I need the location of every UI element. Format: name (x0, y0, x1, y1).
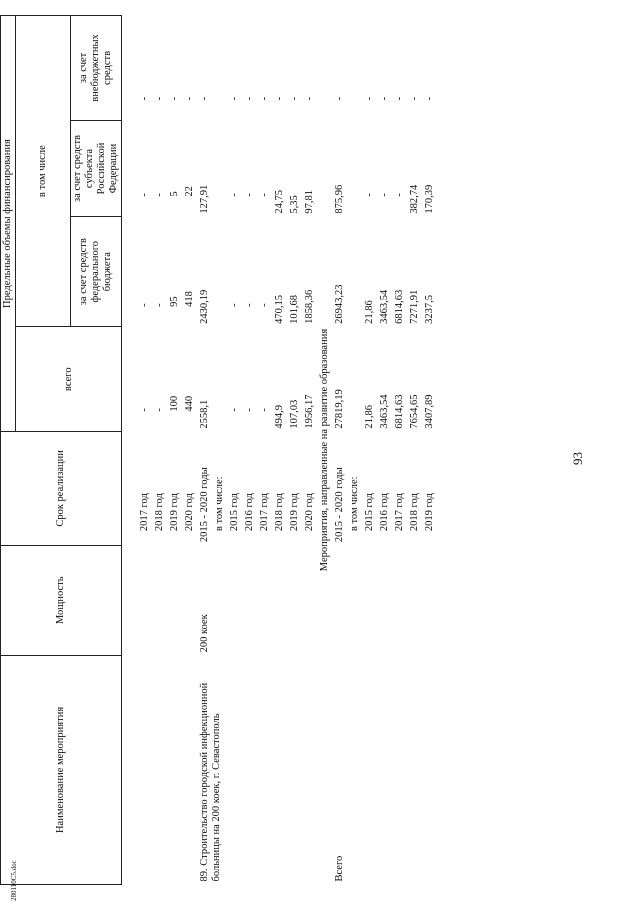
term-cell: 2019 год (289, 493, 300, 532)
subject-cell: - (379, 193, 390, 197)
financing-table (0, 15, 438, 885)
extra-cell: - (394, 96, 405, 101)
term-cell: 2018 год (409, 493, 420, 532)
table-row (393, 16, 408, 885)
table-body (122, 16, 439, 885)
term-cell: 2017 год (139, 493, 150, 532)
term-cell: 2020 год (304, 493, 315, 532)
header-capacity: Мощность (1, 545, 122, 655)
header-term: Срок реализации (1, 432, 122, 545)
table-header (1, 16, 122, 885)
table-row (303, 16, 318, 885)
total-cell: - (244, 408, 255, 412)
federal-cell: - (244, 303, 255, 307)
table-row (168, 16, 183, 885)
federal-cell: - (229, 303, 240, 307)
header-name: Наименование мероприятия (1, 655, 122, 884)
extra-cell: - (184, 96, 195, 101)
federal-cell: 2430,19 (199, 289, 210, 324)
extra-cell: - (154, 96, 165, 101)
extra-cell: - (139, 96, 150, 101)
total-cell: 1956,17 (304, 394, 315, 429)
section-title: Мероприятия, направленные на развитие образования (319, 328, 330, 572)
extra-cell: - (334, 96, 345, 101)
term-cell: 2018 год (274, 493, 285, 532)
term-cell: 2017 год (394, 493, 405, 532)
including-label: в том числе: (349, 476, 360, 532)
table-row (198, 16, 213, 885)
subject-cell: 97,81 (304, 189, 315, 214)
extra-cell: - (424, 96, 435, 101)
subject-cell: 22 (184, 186, 195, 197)
subject-cell: 24,75 (274, 189, 285, 214)
subject-cell: - (154, 193, 165, 197)
total-cell: 3463,54 (379, 394, 390, 429)
total-cell: 494,9 (274, 405, 285, 429)
capacity-cell: 200 коек (199, 614, 210, 653)
term-cell: 2015 - 2020 годы (199, 467, 210, 543)
summary-label: Всего (334, 855, 345, 882)
total-cell: 100 (169, 395, 180, 412)
page-number: 93 (570, 452, 585, 465)
total-cell: 2558,1 (199, 399, 210, 429)
federal-cell: 418 (184, 291, 195, 307)
table-row (408, 16, 423, 885)
table-row (183, 16, 198, 885)
term-cell: 2019 год (169, 493, 180, 532)
total-cell: 3407,89 (424, 394, 435, 429)
federal-cell: 3463,54 (379, 289, 390, 324)
federal-cell: 3237,5 (424, 294, 435, 324)
total-cell: 440 (184, 395, 195, 412)
item-name: Строительство городской инфекционной больницы на 200 коек, г. Севастополь (199, 682, 222, 882)
table-row (258, 16, 273, 885)
subject-cell: - (394, 193, 405, 197)
extra-cell: - (169, 96, 180, 101)
header-limits: Предельные объемы финансирования (1, 16, 16, 432)
term-cell: 2015 год (229, 493, 240, 532)
subject-cell: 382,74 (409, 184, 420, 214)
subject-cell: - (259, 193, 270, 197)
extra-cell: - (199, 96, 210, 101)
federal-cell: 95 (169, 296, 180, 307)
term-cell: 2018 год (154, 493, 165, 532)
extra-cell: - (364, 96, 375, 101)
federal-cell: - (154, 303, 165, 307)
item-number: 89. (199, 868, 210, 882)
federal-cell: 6814,63 (394, 289, 405, 324)
subject-cell: 5 (169, 191, 180, 197)
federal-cell: 1858,36 (304, 289, 315, 324)
extra-cell: - (409, 96, 420, 101)
including-label: в том числе: (214, 476, 225, 532)
subject-cell: - (244, 193, 255, 197)
term-cell: 2015 - 2020 годы (334, 467, 345, 543)
subject-cell: 5,35 (289, 195, 300, 214)
item-name-cell (198, 655, 243, 884)
federal-cell: 101,68 (289, 294, 300, 324)
term-cell: 2017 год (259, 493, 270, 532)
total-cell: 6814,63 (394, 394, 405, 429)
total-cell: 107,03 (289, 399, 300, 429)
extra-cell: - (259, 96, 270, 101)
total-cell: - (259, 408, 270, 412)
term-cell: 2016 год (379, 493, 390, 532)
total-cell: - (154, 408, 165, 412)
table-row (153, 16, 168, 885)
table-row (318, 16, 333, 885)
federal-cell: 7271,91 (409, 289, 420, 324)
table-row (363, 16, 378, 885)
subject-cell: - (229, 193, 240, 197)
document-reference: 280110C5.doc (10, 860, 18, 901)
total-cell: - (229, 408, 240, 412)
total-cell: 7654,65 (409, 394, 420, 429)
table-row (273, 16, 288, 885)
table-row (243, 16, 258, 885)
subject-cell: - (139, 193, 150, 197)
subject-cell: 127,91 (199, 184, 210, 214)
extra-cell: - (229, 96, 240, 101)
term-cell: 2019 год (424, 493, 435, 532)
header-including: в том числе (16, 16, 71, 327)
federal-cell: 470,15 (274, 294, 285, 324)
extra-cell: - (304, 96, 315, 101)
subject-cell: 875,96 (334, 184, 345, 214)
header-extra: за счет внебюджетных средств (71, 16, 122, 121)
total-cell: - (139, 408, 150, 412)
header-total: всего (16, 327, 122, 432)
federal-cell: 21,86 (364, 300, 375, 324)
table-row (423, 16, 438, 885)
header-federal: за счет средств федерального бюджета (71, 217, 122, 327)
subject-cell: - (364, 193, 375, 197)
term-cell: 2015 год (364, 493, 375, 532)
extra-cell: - (274, 96, 285, 101)
total-cell: 27819,19 (334, 389, 345, 429)
federal-cell: - (259, 303, 270, 307)
term-cell: 2020 год (184, 493, 195, 532)
federal-cell: 26943,23 (334, 284, 345, 324)
extra-cell: - (244, 96, 255, 101)
table-row (288, 16, 303, 885)
table-row (378, 16, 393, 885)
table-row (138, 16, 153, 885)
header-subject: за счет средств субъекта Российской Федерации (71, 120, 122, 216)
extra-cell: - (289, 96, 300, 101)
federal-cell: - (139, 303, 150, 307)
table-row (333, 16, 348, 885)
term-cell: 2016 год (244, 493, 255, 532)
total-cell: 21,86 (364, 405, 375, 429)
extra-cell: - (379, 96, 390, 101)
subject-cell: 170,39 (424, 184, 435, 214)
